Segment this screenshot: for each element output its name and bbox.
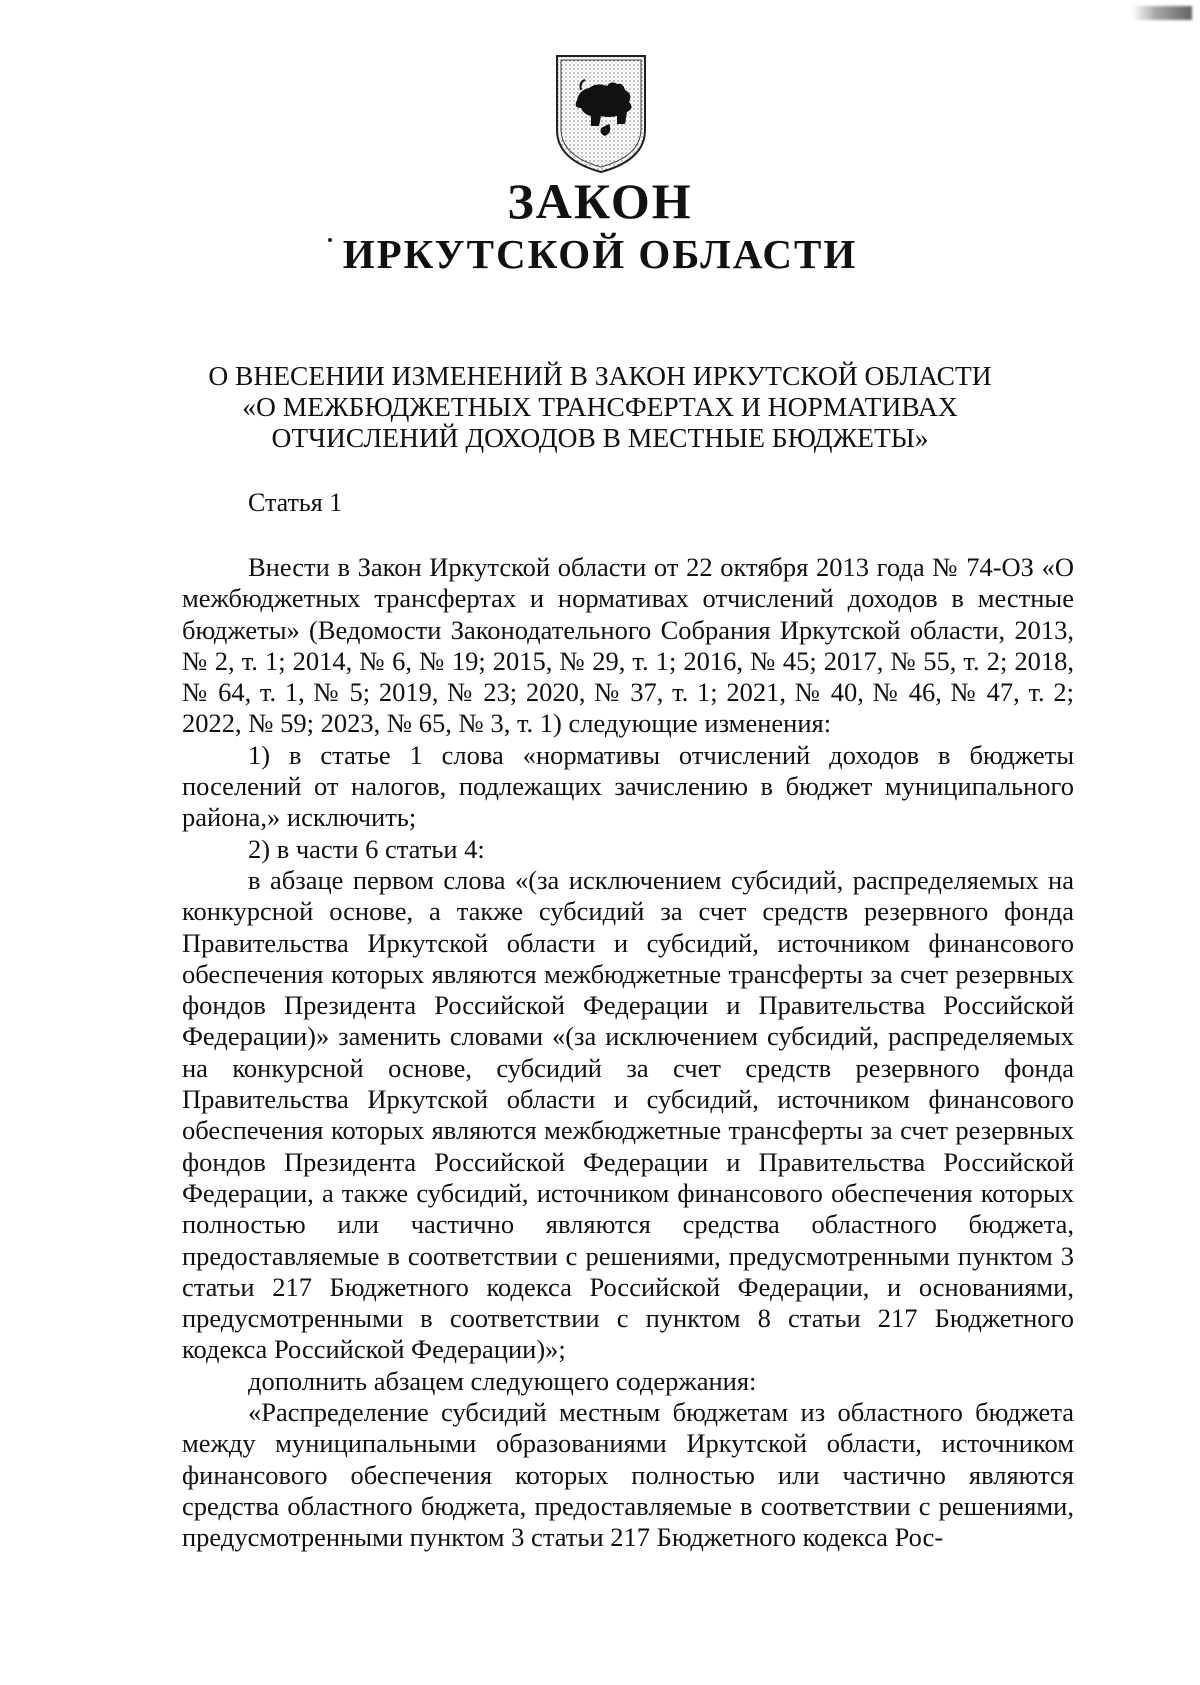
article-body	[182, 552, 1074, 1554]
article-label: Статья 1	[248, 488, 343, 517]
article-paragraph: дополнить абзацем следующего содержания:	[248, 1365, 757, 1396]
law-heading	[180, 360, 1020, 453]
law-heading-line: О ВНЕСЕНИИ ИЗМЕНЕНИЙ В ЗАКОН ИРКУТСКОЙ ОБЛАСТИ	[208, 360, 992, 391]
scan-artifact	[1132, 6, 1192, 20]
article-paragraph: Внести в Закон Иркутской области от 22 октября 2013 года № 74-ОЗ «О межбюджетных трансфертах и нормативах отчислений доходов в местные бюджеты» (Ведомости Законодательного Собрания Иркутской области, 2013, № 2, т. 1; 2014, № 6, № 19; 2015, № 29, т. 1; 2016, № 45; 2017, № 55, т. 2; 2018, № 64, т. 1, № 5; 2019, № 23; 2020, № 37, т. 1; 2021, № 40, № 46, № 47, т. 2; 2022, № 59; 2023, № 65, № 3, т. 1) следующие изменения:	[182, 552, 1074, 739]
document-subtitle: ИРКУТСКОЙ ОБЛАСТИ	[342, 231, 858, 277]
article-paragraph: 2) в части 6 статьи 4:	[248, 833, 485, 864]
law-heading-line: «О МЕЖБЮДЖЕТНЫХ ТРАНСФЕРТАХ И НОРМАТИВАХ	[242, 391, 958, 422]
article-paragraph: в абзаце первом слова «(за исключением субсидий, распределяемых на конкурсной основе, а также субсидий за счет средств резервного фонда Правительства Иркутской области и субсидий, источником финансового обеспечения которых являются межбюджетные трансферты за счет резервных фондов Президента Российской Федерации и Правительства Российской Федерации)» заменить словами «(за исключением субсидий, распределяемых на конкурсной основе, субсидий за счет средств резервного фонда Правительства Иркутской области и субсидий, источником финансового обеспечения которых являются межбюджетные трансферты за счет резервных фондов Президента Российской Федерации и Правительства Российской Федерации, а также субсидий, источником финансового обеспечения которых полностью или частично являются средства областного бюджета, предоставляемые в соответствии с решениями, предусмотренными пунктом 3 статьи 217 Бюджетного кодекса Российской Федерации, и основаниями, предусмотренными в соответствии с пунктом 8 статьи 217 Бюджетного кодекса Российской Федерации)»;	[182, 864, 1074, 1365]
article-paragraph: «Распределение субсидий местным бюджетам из областного бюджета между муниципальными образованиями Иркутской области, источником финансового обеспечения которых полностью или частично являются средства областного бюджета, предоставляемые в соответствии с решениями, предусмотренными пунктом 3 статьи 217 Бюджетного кодекса Рос-	[182, 1397, 1074, 1553]
document-title: ЗАКОН	[507, 173, 693, 229]
coat-of-arms-icon	[553, 52, 649, 176]
article-paragraph: 1) в статье 1 слова «нормативы отчислений доходов в бюджеты поселений от налогов, подлежащих зачислению в бюджет муниципального района,» исключить;	[182, 739, 1074, 833]
law-heading-line: ОТЧИСЛЕНИЙ ДОХОДОВ В МЕСТНЫЕ БЮДЖЕТЫ»	[271, 422, 929, 453]
scan-dot	[328, 238, 332, 242]
